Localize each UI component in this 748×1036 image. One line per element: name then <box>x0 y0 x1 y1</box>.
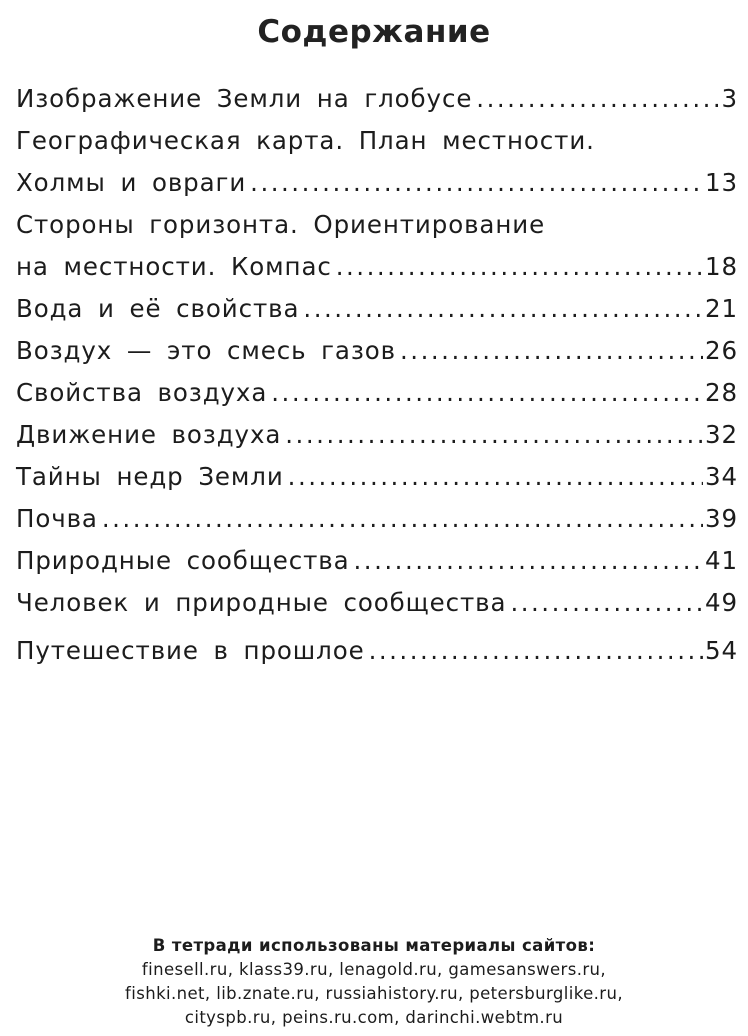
dot-leader <box>336 246 703 288</box>
toc-entry <box>16 204 738 288</box>
dot-leader <box>271 372 703 414</box>
toc-entry-title: Холмы и овраги <box>16 168 247 197</box>
toc-entry <box>16 330 738 372</box>
toc-entry-title: Воздух — это смесь газов <box>16 336 396 365</box>
toc-entry-title: Вода и её свойства <box>16 294 300 323</box>
dot-leader <box>369 630 703 672</box>
toc-entry-title: Изображение Земли на глобусе <box>16 84 473 113</box>
toc-entry <box>16 120 738 204</box>
dot-leader <box>400 330 703 372</box>
sources-heading: В тетради использованы материалы сайтов: <box>152 936 596 955</box>
dot-leader <box>354 540 704 582</box>
toc-entry-page: 49 <box>705 588 738 617</box>
toc-entry-title: Путешествие в прошлое <box>16 636 365 665</box>
sources-line: finesell.ru, klass39.ru, lenagold.ru, gamesanswers.ru, <box>141 960 607 979</box>
dot-leader <box>102 498 703 540</box>
toc-entry-page: 39 <box>705 504 738 533</box>
toc-entry-page: 32 <box>705 420 738 449</box>
toc-entry-page: 41 <box>705 546 738 575</box>
toc-entry-page: 18 <box>705 252 738 281</box>
toc-entry-title-line: Стороны горизонта. Ориентирование <box>16 210 546 239</box>
dot-leader <box>285 414 703 456</box>
toc-entry <box>16 78 738 120</box>
toc-entry-page: 34 <box>705 462 738 491</box>
toc-entry-title: Тайны недр Земли <box>16 462 284 491</box>
toc-entry <box>16 414 738 456</box>
toc-entry-page: 3 <box>721 84 738 113</box>
toc-entry <box>16 372 738 414</box>
dot-leader <box>288 456 703 498</box>
toc-entry-title: Человек и природные сообщества <box>16 588 507 617</box>
dot-leader <box>510 582 703 624</box>
toc-entry-title: Природные сообщества <box>16 546 350 575</box>
toc-entry <box>16 582 738 624</box>
toc-entry-page: 28 <box>705 378 738 407</box>
dot-leader <box>250 162 703 204</box>
sources-line: fishki.net, lib.znate.ru, russiahistory.ru, petersburglike.ru, <box>125 984 623 1003</box>
sources-line: cityspb.ru, peins.ru.com, darinchi.webtm.ru <box>184 1008 564 1027</box>
toc-entry <box>16 498 738 540</box>
sources-note <box>0 934 748 1030</box>
toc-entry <box>16 630 738 672</box>
toc-entry-page: 21 <box>705 294 738 323</box>
toc-entry-page: 13 <box>705 168 738 197</box>
toc-entry <box>16 456 738 498</box>
table-of-contents <box>16 78 738 672</box>
toc-entry <box>16 288 738 330</box>
dot-leader <box>476 78 719 120</box>
toc-entry-title: Почва <box>16 504 98 533</box>
toc-entry-page: 54 <box>705 636 738 665</box>
page-title: Содержание <box>257 14 491 50</box>
toc-entry-title: Свойства воздуха <box>16 378 268 407</box>
toc-entry <box>16 540 738 582</box>
dot-leader <box>303 288 703 330</box>
toc-entry-title: на местности. Компас <box>16 252 332 281</box>
toc-entry-page: 26 <box>705 336 738 365</box>
toc-entry-title-line: Географическая карта. План местности. <box>16 126 595 155</box>
toc-entry-title: Движение воздуха <box>16 420 282 449</box>
